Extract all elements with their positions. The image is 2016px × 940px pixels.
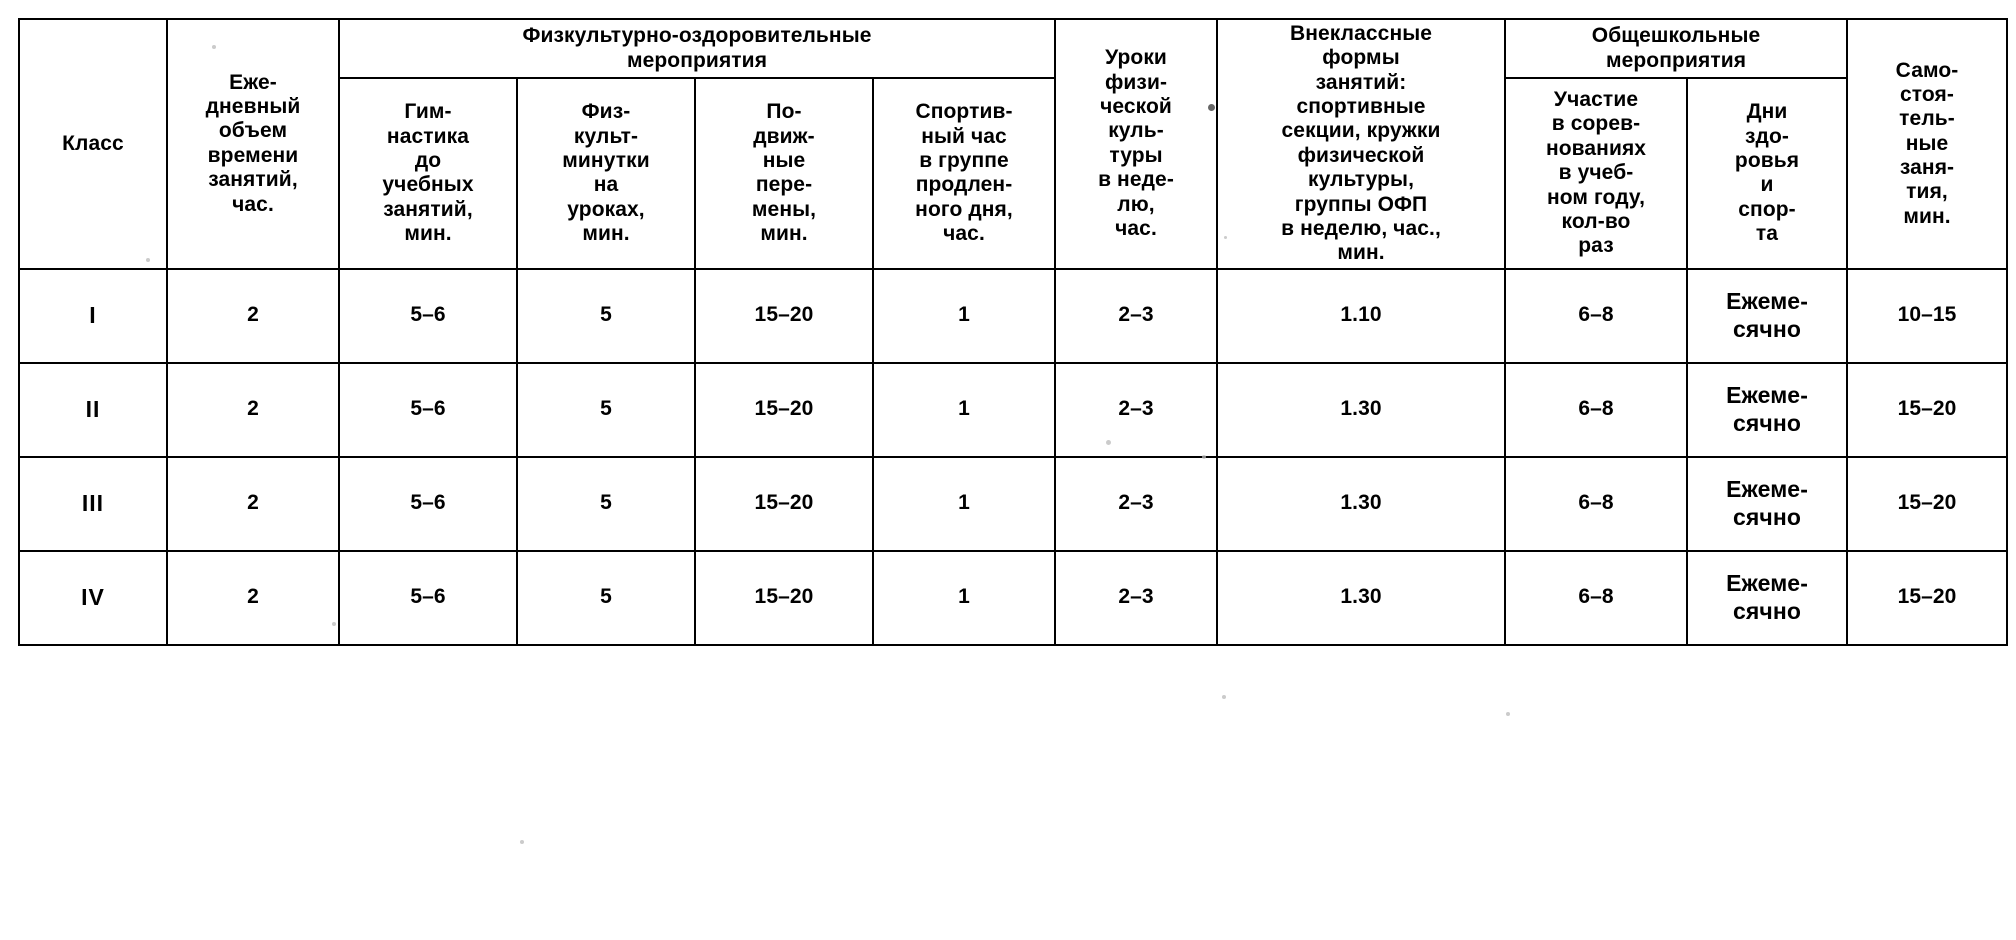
cell-independent-study: 15–20 — [1847, 363, 2007, 457]
cell-active-breaks: 15–20 — [695, 363, 873, 457]
table-body — [19, 269, 2007, 645]
physical-education-schedule-table — [18, 18, 2008, 646]
cell-extracurricular: 1.30 — [1217, 457, 1505, 551]
cell-fizkultminutki: 5 — [517, 363, 695, 457]
cell-fizkultminutki: 5 — [517, 269, 695, 363]
header-active-breaks: По- движ- ные пере- мены, мин. — [695, 78, 873, 269]
cell-independent-study: 15–20 — [1847, 457, 2007, 551]
header-extracurricular: Внеклассные формы занятий: спортивные секции, кружки физической культуры, группы ОФП в неделю, час., мин. — [1217, 19, 1505, 269]
cell-pe-lessons: 2–3 — [1055, 269, 1217, 363]
cell-gymnastics: 5–6 — [339, 457, 517, 551]
cell-health-days: Ежеме- сячно — [1687, 363, 1847, 457]
cell-active-breaks: 15–20 — [695, 457, 873, 551]
cell-sport-hour: 1 — [873, 457, 1055, 551]
header-daily-volume: Еже- дневный объем времени занятий, час. — [167, 19, 339, 269]
header-competitions: Участие в сорев- нованиях в учеб- ном году, кол-во раз — [1505, 78, 1687, 269]
cell-competitions: 6–8 — [1505, 269, 1687, 363]
cell-class: I — [19, 269, 167, 363]
cell-independent-study: 10–15 — [1847, 269, 2007, 363]
header-health-days: Дни здо- ровья и спор- та — [1687, 78, 1847, 269]
cell-competitions: 6–8 — [1505, 457, 1687, 551]
cell-active-breaks: 15–20 — [695, 269, 873, 363]
cell-gymnastics: 5–6 — [339, 269, 517, 363]
scan-speck — [520, 840, 524, 844]
header-group-fizkulturno-ozdorovitelnye: Физкультурно-оздоровительные мероприятия — [339, 19, 1055, 78]
cell-pe-lessons: 2–3 — [1055, 551, 1217, 645]
cell-pe-lessons: 2–3 — [1055, 457, 1217, 551]
cell-sport-hour: 1 — [873, 551, 1055, 645]
cell-extracurricular: 1.30 — [1217, 363, 1505, 457]
cell-fizkultminutki: 5 — [517, 457, 695, 551]
cell-health-days: Ежеме- сячно — [1687, 457, 1847, 551]
cell-competitions: 6–8 — [1505, 551, 1687, 645]
cell-sport-hour: 1 — [873, 269, 1055, 363]
header-fizkultminutki: Физ- культ- минутки на уроках, мин. — [517, 78, 695, 269]
scan-speck — [1506, 712, 1510, 716]
table-row — [19, 551, 2007, 645]
cell-gymnastics: 5–6 — [339, 551, 517, 645]
header-group-obshceshkolnye: Общешкольные мероприятия — [1505, 19, 1847, 78]
cell-competitions: 6–8 — [1505, 363, 1687, 457]
cell-extracurricular: 1.10 — [1217, 269, 1505, 363]
table-header — [19, 19, 2007, 269]
table-row — [19, 269, 2007, 363]
cell-active-breaks: 15–20 — [695, 551, 873, 645]
header-gymnastics: Гим- настика до учебных занятий, мин. — [339, 78, 517, 269]
cell-extracurricular: 1.30 — [1217, 551, 1505, 645]
cell-independent-study: 15–20 — [1847, 551, 2007, 645]
cell-health-days: Ежеме- сячно — [1687, 269, 1847, 363]
header-independent-study: Само- стоя- тель- ные заня- тия, мин. — [1847, 19, 2007, 269]
cell-daily-volume: 2 — [167, 269, 339, 363]
table-row — [19, 363, 2007, 457]
header-sport-hour: Спортив- ный час в группе продлен- ного дня, час. — [873, 78, 1055, 269]
cell-class: II — [19, 363, 167, 457]
scan-speck — [1222, 695, 1226, 699]
cell-pe-lessons: 2–3 — [1055, 363, 1217, 457]
cell-sport-hour: 1 — [873, 363, 1055, 457]
cell-gymnastics: 5–6 — [339, 363, 517, 457]
cell-daily-volume: 2 — [167, 551, 339, 645]
table-row — [19, 457, 2007, 551]
cell-daily-volume: 2 — [167, 457, 339, 551]
header-row-1 — [19, 19, 2007, 78]
header-class: Класс — [19, 19, 167, 269]
header-pe-lessons: Уроки физи- ческой куль- туры в неде- лю, час. — [1055, 19, 1217, 269]
cell-class: IV — [19, 551, 167, 645]
cell-fizkultminutki: 5 — [517, 551, 695, 645]
cell-daily-volume: 2 — [167, 363, 339, 457]
cell-health-days: Ежеме- сячно — [1687, 551, 1847, 645]
cell-class: III — [19, 457, 167, 551]
